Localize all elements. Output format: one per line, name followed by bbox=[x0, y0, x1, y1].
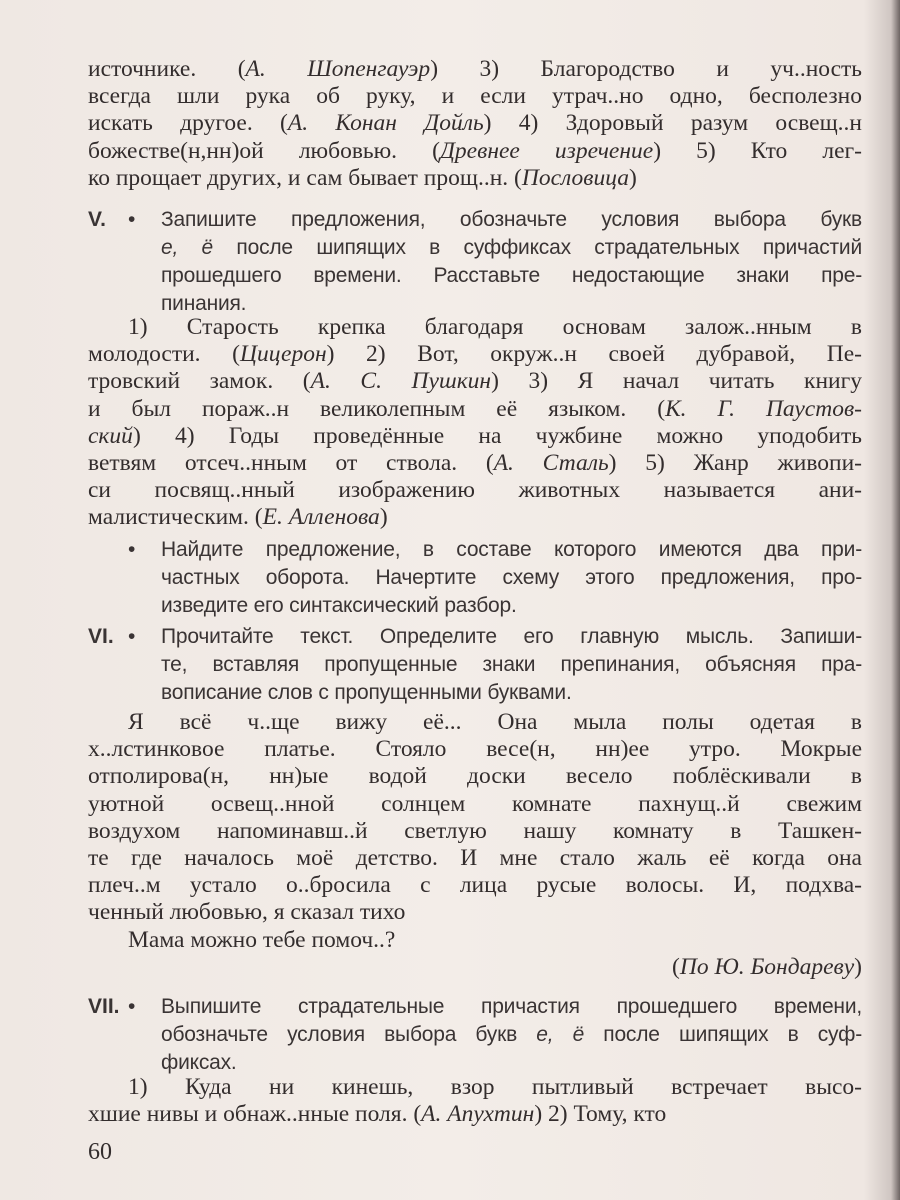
text-line bbox=[88, 845, 862, 872]
text-segment: ) bbox=[379, 504, 388, 531]
text-line bbox=[88, 927, 862, 954]
text-segment: ченный любовью, я сказал тихо bbox=[88, 899, 406, 926]
text-segment: и был пораж..н великолепным её языком. ( bbox=[88, 395, 666, 422]
italic-segment: По Ю. Бондареву bbox=[679, 953, 855, 980]
text-line bbox=[88, 110, 862, 137]
text-segment: уютной освещ..нной солнцем комнате пахнущ..й свежим bbox=[88, 790, 862, 817]
text-segment: те где началось моё детство. И мне стало жаль её когда она bbox=[88, 844, 862, 871]
italic-segment: К. Г. Паустов- bbox=[665, 395, 862, 422]
text-line bbox=[161, 1021, 862, 1049]
text-segment: Прочитайте текст. Определите его главную мысль. Запиши- bbox=[161, 625, 862, 648]
task-text bbox=[161, 993, 862, 1077]
text-line bbox=[161, 206, 862, 234]
text-line bbox=[161, 993, 862, 1021]
text-line bbox=[88, 1101, 862, 1128]
exercise-6-text bbox=[88, 709, 862, 981]
task-number: VII. bbox=[88, 995, 120, 1018]
text-segment: отполирова(н, нн)ые водой доски весело поблёскивали в bbox=[88, 763, 862, 790]
italic-segment: Е. Алленова bbox=[262, 504, 380, 531]
text-line bbox=[161, 262, 862, 290]
text-segment: 1) Старость крепка благодаря основам залож..нным в bbox=[128, 314, 862, 340]
text-segment: после шипящих в суф- bbox=[584, 1023, 862, 1046]
text-segment: прошедшего времени. Расставьте недостающие знаки пре- bbox=[161, 264, 862, 287]
text-segment: те, вставляя пропущенные знаки препинания, объясняя пра- bbox=[161, 653, 862, 676]
text-line bbox=[88, 83, 862, 110]
text-segment: Я всё ч..ще вижу её... Она мыла полы одетая в bbox=[128, 709, 862, 735]
text-segment: си посвящ..нный изображению животных называется ани- bbox=[88, 477, 862, 504]
italic-segment: А. С. Пушкин bbox=[310, 368, 492, 395]
task-number: V. bbox=[88, 208, 106, 231]
text-line bbox=[161, 564, 862, 592]
text-line bbox=[88, 504, 862, 531]
text-segment: ) 3) Я начал читать книгу bbox=[491, 368, 863, 395]
text-line bbox=[88, 818, 862, 845]
text-segment: пинания. bbox=[161, 292, 247, 315]
text-line bbox=[88, 314, 862, 341]
text-line bbox=[161, 234, 862, 262]
page-number: 60 bbox=[88, 1139, 112, 1165]
text-line bbox=[88, 709, 862, 736]
text-segment: Выпишите страдательные причастия прошедшего времени, bbox=[161, 995, 862, 1018]
task-text bbox=[161, 536, 862, 620]
text-line bbox=[88, 396, 862, 423]
text-segment: ) 5) Кто лег- bbox=[653, 137, 862, 164]
text-line bbox=[88, 341, 862, 368]
text-line bbox=[88, 477, 862, 504]
italic-segment: Цицерон bbox=[239, 341, 327, 368]
text-segment: Запишите предложения, обозначьте условия выбора букв bbox=[161, 208, 862, 231]
text-segment: хшие нивы и обнаж..нные поля. ( bbox=[88, 1101, 422, 1128]
text-line bbox=[88, 872, 862, 899]
text-segment: малистическим. ( bbox=[88, 504, 263, 531]
text-segment: частных оборота. Начертите схему этого предложения, про- bbox=[161, 566, 862, 589]
task-number: VI. bbox=[88, 625, 114, 648]
text-line bbox=[88, 56, 862, 83]
bullet-icon: • bbox=[128, 538, 136, 561]
task-text bbox=[161, 206, 862, 318]
text-continuation bbox=[88, 56, 862, 192]
text-segment: молодости. ( bbox=[88, 341, 240, 368]
italic-segment: е, ё bbox=[536, 1023, 585, 1046]
text-line bbox=[88, 138, 862, 165]
bullet-icon: • bbox=[128, 625, 136, 648]
text-segment: х..лстинковое платье. Стояло весе(н, нн)ее утро. Мокрые bbox=[88, 736, 862, 763]
text-segment: обозначьте условия выбора букв bbox=[161, 1023, 537, 1046]
text-line bbox=[88, 954, 862, 981]
text-segment: ) bbox=[629, 164, 637, 191]
text-segment: изведите его синтаксический разбор. bbox=[161, 594, 517, 617]
italic-segment: е, ё bbox=[161, 236, 214, 259]
text-line bbox=[88, 450, 862, 477]
italic-segment: А. Конан Дойль bbox=[287, 110, 484, 137]
text-segment: ) 4) Годы проведённые на чужбине можно уподобить bbox=[132, 422, 862, 449]
text-segment: источнике. ( bbox=[88, 56, 246, 82]
text-segment: всегда шли рука об руку, и если утрач..но одно, бесполезно bbox=[88, 83, 862, 110]
task-text bbox=[161, 623, 862, 707]
italic-segment: Пословица bbox=[521, 164, 630, 191]
text-line bbox=[161, 1049, 862, 1077]
text-segment: фиксах. bbox=[161, 1051, 237, 1074]
text-line bbox=[161, 592, 862, 620]
text-segment: ветвям отсеч..нным от ствола. ( bbox=[88, 449, 494, 476]
text-segment: Найдите предложение, в составе которого имеются два при- bbox=[161, 538, 862, 561]
text-line bbox=[88, 763, 862, 790]
text-segment: плеч..м устало о..бросила с лица русые волосы. И, подхва- bbox=[88, 872, 862, 899]
text-line bbox=[88, 736, 862, 763]
exercise-5-sentences bbox=[88, 314, 862, 532]
bullet-icon: • bbox=[128, 995, 136, 1018]
text-segment: ) 2) Вот, окруж..н своей дубравой, Пе- bbox=[326, 341, 863, 368]
exercise-7-sentences bbox=[88, 1074, 862, 1128]
text-segment: ) 4) Здоровый разум освещ..н bbox=[483, 110, 863, 137]
text-segment: ) 3) Благородство и уч..ность bbox=[430, 56, 863, 82]
italic-segment: А. Сталь bbox=[493, 449, 609, 476]
text-segment: тровский замок. ( bbox=[88, 368, 311, 395]
text-line bbox=[88, 368, 862, 395]
text-segment: ) bbox=[854, 953, 862, 980]
text-segment: ко прощает других, и сам бывает прощ..н. ( bbox=[88, 164, 522, 191]
text-segment: 1) Куда ни кинешь, взор пытливый встречает высо- bbox=[128, 1074, 862, 1100]
text-segment: после шипящих в суффиксах страдательных причастий bbox=[213, 236, 862, 259]
text-line bbox=[88, 899, 862, 926]
italic-segment: А. Апухтин bbox=[421, 1101, 535, 1128]
text-line bbox=[88, 791, 862, 818]
text-line bbox=[161, 679, 862, 707]
text-segment: искать другое. ( bbox=[88, 110, 288, 137]
text-line bbox=[161, 623, 862, 651]
text-line bbox=[88, 1074, 862, 1101]
text-segment: ( bbox=[672, 953, 680, 980]
text-line bbox=[88, 165, 862, 192]
italic-segment: А. Шопенгауэр bbox=[245, 56, 431, 82]
text-segment: вописание слов с пропущенными буквами. bbox=[161, 681, 572, 704]
italic-segment: ский bbox=[88, 422, 133, 449]
text-segment: ) 5) Жанр живопи- bbox=[608, 449, 862, 476]
italic-segment: Древнее изречение bbox=[439, 137, 654, 164]
bullet-icon: • bbox=[128, 208, 136, 231]
text-line bbox=[161, 651, 862, 679]
text-segment: божестве(н,нн)ой любовью. ( bbox=[88, 137, 440, 164]
text-segment: ) 2) Тому, кто bbox=[534, 1101, 667, 1128]
text-segment: Мама можно тебе помоч..? bbox=[128, 926, 396, 953]
text-line bbox=[88, 423, 862, 450]
text-line bbox=[161, 536, 862, 564]
text-segment: воздухом напоминавш..й светлую нашу комнату в Ташкен- bbox=[88, 817, 862, 844]
